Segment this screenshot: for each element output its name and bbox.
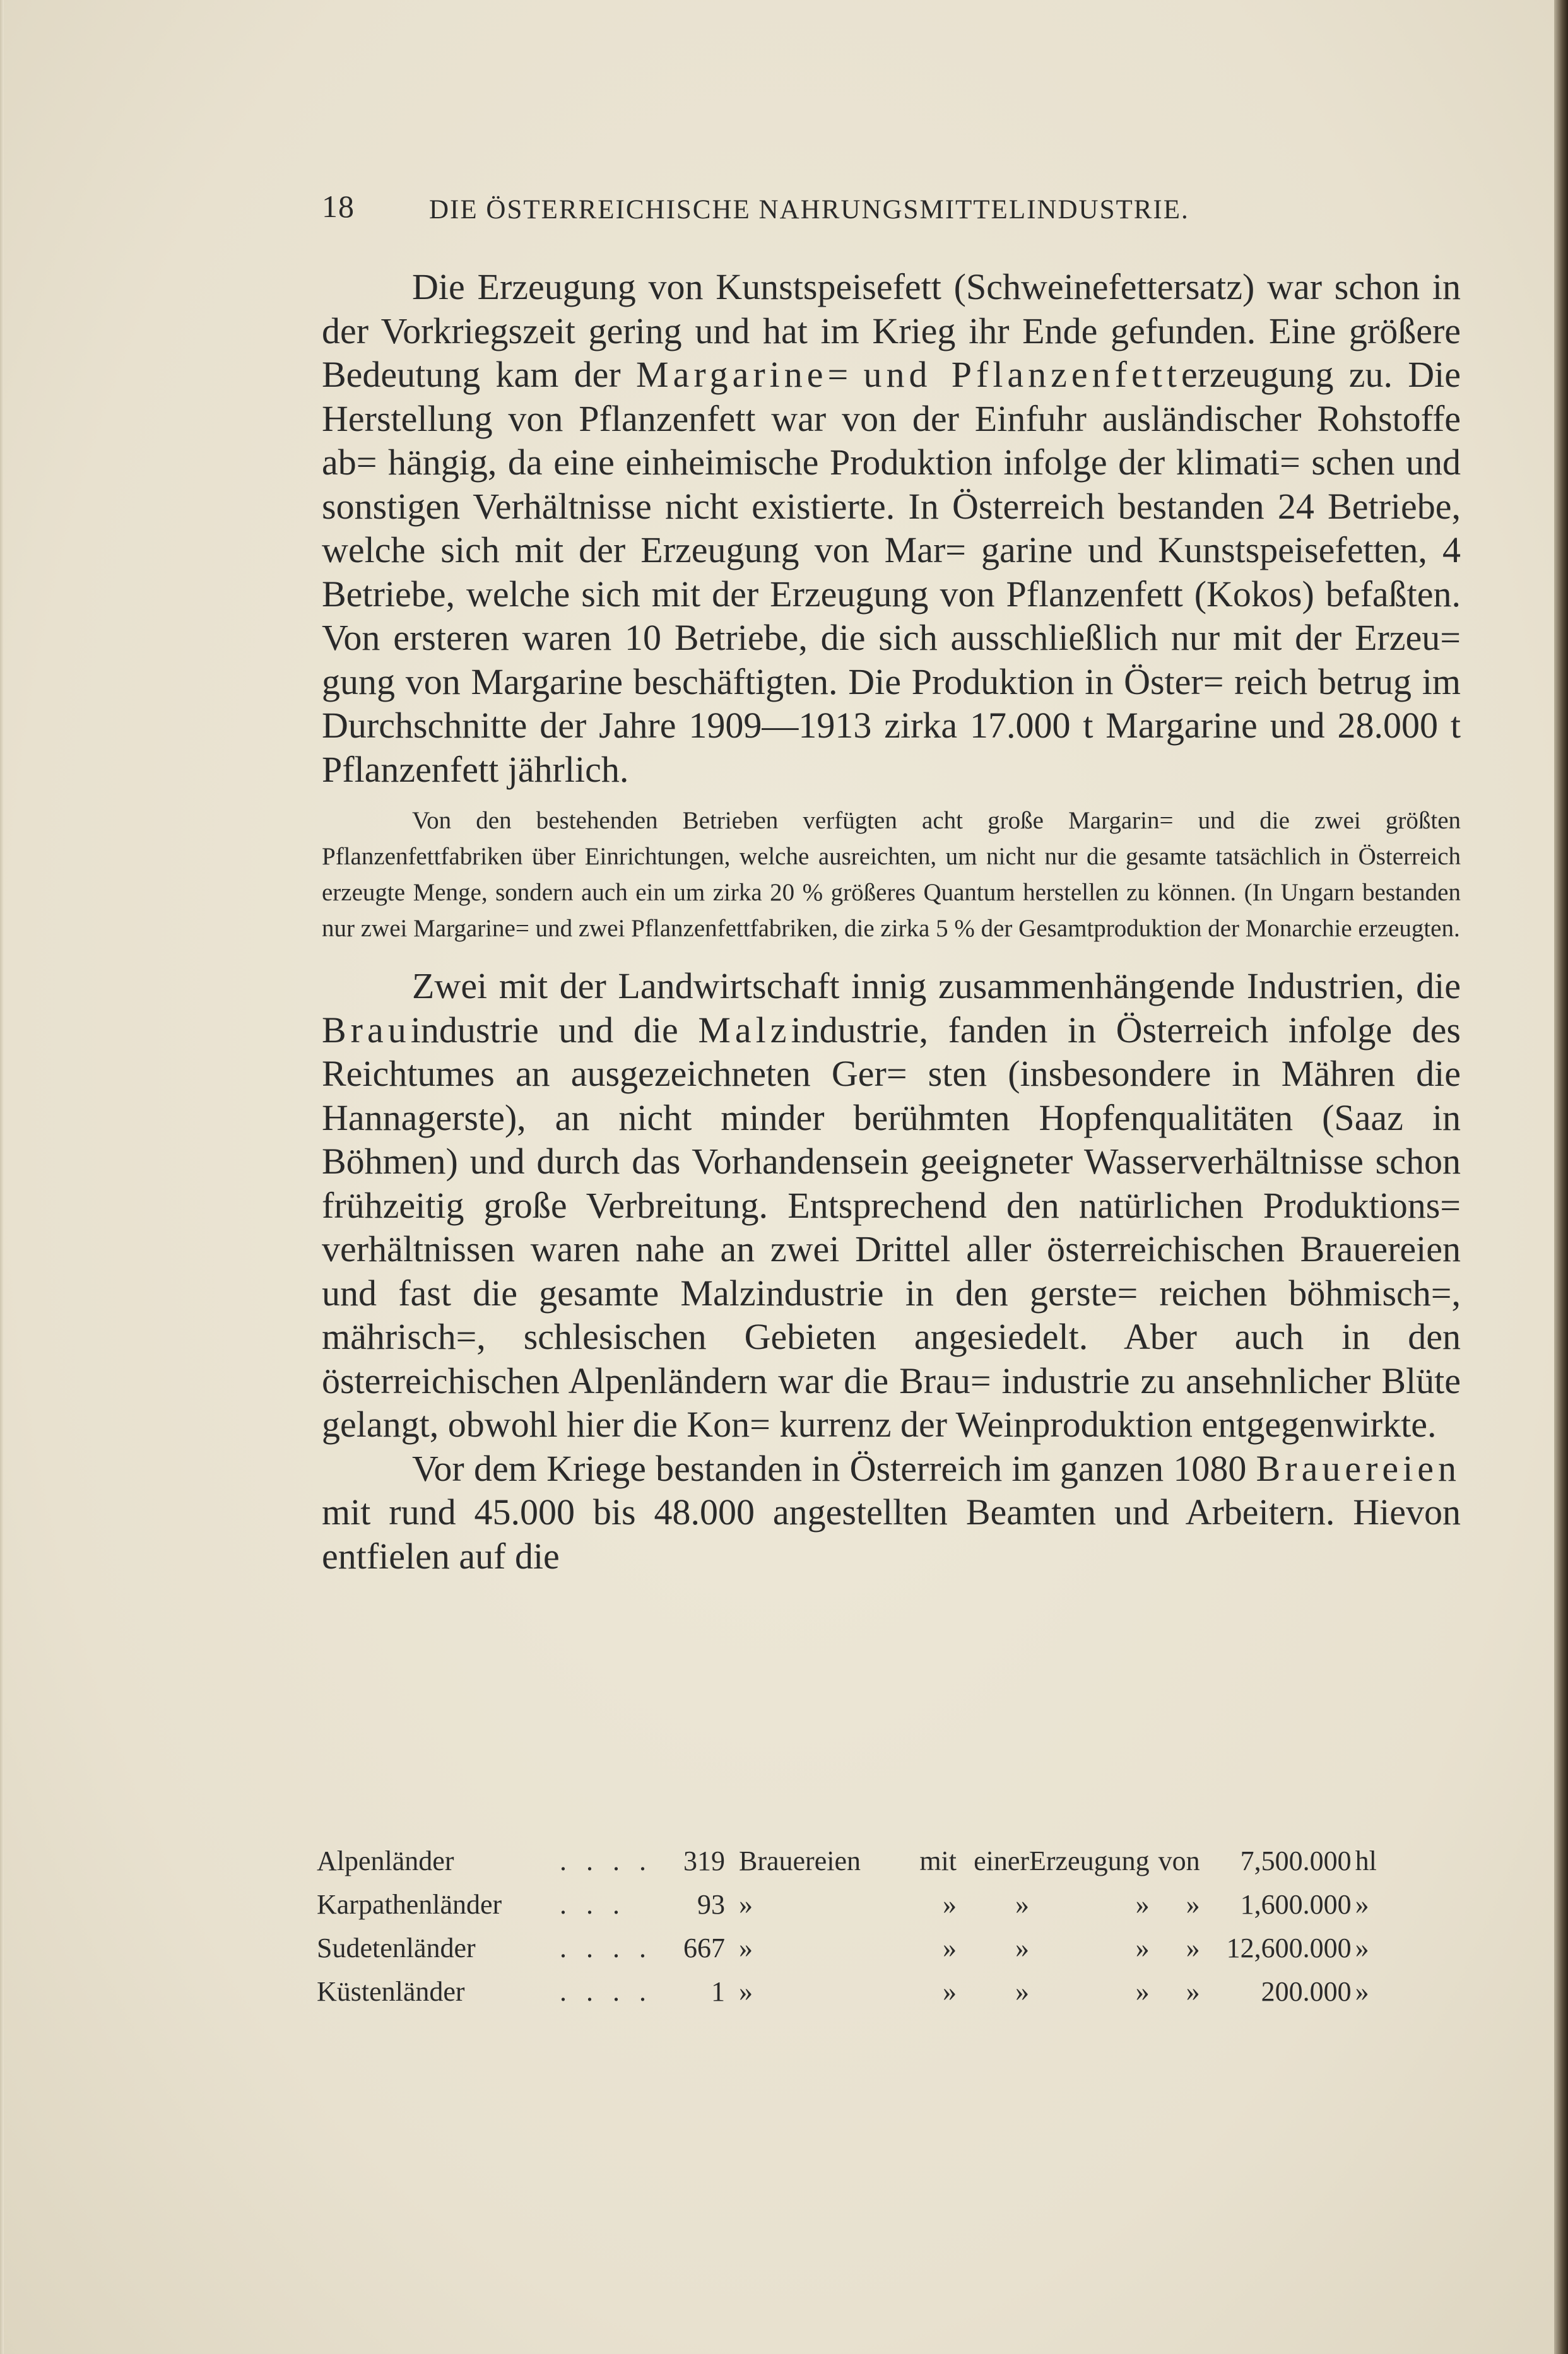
emphasis-brauereien: Brauereien <box>1256 1447 1461 1489</box>
brewery-count: 93 <box>697 1889 725 1920</box>
production-volume: 12,600.000 <box>1226 1933 1352 1963</box>
emphasis-pflanzenfett: und Pflanzenfett <box>863 354 1181 395</box>
emphasis-malz: Malz <box>698 1009 791 1050</box>
paragraph-text: Zwei mit der Landwirtschaft innig zusammenhängende Industrien, die <box>412 965 1461 1006</box>
production-volume: 200.000 <box>1261 1976 1352 2007</box>
paragraph-text: erzeugung zu. Die Herstellung von Pflanzenfett war von der Einfuhr ausländischer Rohstoffe ab= hängig, da eine einheimische Produktion infolge der klimati= schen und sonstigen Verhältnisse nicht existierte. In Österreich bestanden 24 Betriebe, welche sich mit der Erzeugung von Mar= garine und Kunstspeisefetten, 4 Betriebe, welche sich mit der Erzeugung von Pflanzenfett (Kokos) befaßten. Von ersteren waren 10 Betriebe, die sich ausschließlich nur mit der Erzeu= gung von Margarine beschäftigten. Die Produktion in Öster= reich betrug im Durchschnitte der Jahre 1909—1913 zirka 17.000 t Margarine und 28.000 t Pflanzenfett jährlich. <box>322 354 1461 790</box>
book-spine-shadow <box>1554 0 1568 2354</box>
region-cell: Karpathenländer <box>317 1889 502 1920</box>
region-cell: Alpenländer <box>317 1845 454 1876</box>
brewery-count: 1 <box>711 1976 725 2007</box>
text-cell: Erzeugung <box>1029 1845 1150 1876</box>
ditto-mark: » <box>739 1933 753 1963</box>
unit-cell: hl <box>1355 1845 1377 1876</box>
text-cell: mit <box>919 1845 957 1876</box>
ditto-mark: » <box>1015 1933 1029 1963</box>
running-title: DIE ÖSTERREICHISCHE NAHRUNGSMITTELINDUSTRIE. <box>429 195 1189 225</box>
table-row <box>317 1839 1393 1883</box>
ditto-mark: » <box>1135 1889 1150 1920</box>
emphasis-margarine: Margarine <box>636 354 828 395</box>
ditto-mark: » <box>1015 1976 1029 2007</box>
paragraph-breweries <box>322 1447 1461 1579</box>
ditto-mark: » <box>1135 1976 1150 2007</box>
ditto-mark: » <box>1015 1889 1029 1920</box>
leader-dots: . . . . <box>560 1845 652 1876</box>
paragraph-margarine <box>322 265 1461 791</box>
production-volume: 1,600.000 <box>1240 1889 1352 1920</box>
unit-cell: » <box>1355 1976 1369 2007</box>
ditto-mark: » <box>943 1889 957 1920</box>
ditto-mark: » <box>739 1889 753 1920</box>
emphasis-brau: Brau <box>322 1009 411 1050</box>
ditto-mark: » <box>1186 1976 1200 2007</box>
unit-cell: » <box>1355 1889 1369 1920</box>
paragraph-text: Die Erzeugung von Kunstspeisefett (Schweinefettersatz) war schon in der Vorkriegszeit gering und hat im Krieg ihr Ende gefunden. Eine größere Bedeutung kam der <box>322 266 1461 395</box>
ditto-mark: » <box>1186 1933 1200 1963</box>
text-cell: einer <box>974 1845 1029 1876</box>
page-body <box>322 265 1461 1578</box>
paragraph-brewing <box>322 964 1461 1447</box>
paragraph-text: mit rund 45.000 bis 48.000 angestellten Beamten und Arbeitern. Hievon entfielen auf die <box>322 1492 1461 1577</box>
brewery-count: 667 <box>683 1933 725 1963</box>
ditto-mark: » <box>1186 1889 1200 1920</box>
region-cell: Sudetenländer <box>317 1933 476 1963</box>
page-number: 18 <box>322 189 355 224</box>
region-cell: Küstenländer <box>317 1976 465 2007</box>
footnote-paragraph: Von den bestehenden Betrieben verfügten acht große Margarin= und die zwei größten Pflanzenfettfabriken über Einrichtungen, welche ausreichten, um nicht nur die gesamte tatsächlich in Österreich erzeugte Menge, sondern auch ein um zirka 20 % größeres Quantum herstellen zu können. (In Ungarn bestanden nur zwei Margarine= und zwei Pflanzenfettfabriken, die zirka 5 % der Gesamtproduktion der Monarchie erzeugten. <box>322 807 1461 942</box>
leader-dots: . . . . <box>560 1976 652 2007</box>
ditto-mark: » <box>943 1933 957 1963</box>
text-cell: von <box>1158 1845 1200 1876</box>
paragraph-text: industrie und die <box>410 1009 699 1050</box>
page-header <box>322 188 1458 238</box>
text-cell: Brauereien <box>739 1845 861 1876</box>
leader-dots: . . . . <box>560 1933 652 1963</box>
paragraph-text: industrie, fanden in Österreich infolge des Reichtumes an ausgezeichneten Ger= sten (insbesondere in Mähren die Hannagerste), an nicht minder berühmten Hopfenqualitäten (Saaz in Böhmen) und durch das Vorhandensein geeigneter Wasserverhältnisse schon frühzeitig große Verbreitung. Entsprechend den natürlichen Produktions= verhältnissen waren nahe an zwei Drittel aller österreichischen Brauereien und fast die gesamte Malzindustrie in den gerste= reichen böhmisch=, mährisch=, schlesischen Gebieten angesiedelt. Aber auch in den österreichischen Alpenländern war die Brau= industrie zu ansehnlicher Blüte gelangt, obwohl hier die Kon= kurrenz der Weinproduktion entgegenwirkte. <box>322 1009 1461 1445</box>
ditto-mark: » <box>1135 1933 1150 1963</box>
hyphen-mark: = <box>827 354 864 395</box>
table-row <box>317 1970 1393 2013</box>
leader-dots: . . . <box>560 1889 626 1920</box>
table-row <box>317 1926 1393 1970</box>
page-left-edge <box>0 0 4 2354</box>
ditto-mark: » <box>943 1976 957 2007</box>
ditto-mark: » <box>739 1976 753 2007</box>
unit-cell: » <box>1355 1933 1369 1963</box>
brewery-count: 319 <box>683 1845 725 1876</box>
table-row <box>317 1883 1393 1926</box>
paragraph-text: Vor dem Kriege bestanden in Österreich im ganzen 1080 <box>412 1447 1256 1489</box>
brewery-table <box>317 1839 1393 2013</box>
production-volume: 7,500.000 <box>1240 1845 1352 1876</box>
